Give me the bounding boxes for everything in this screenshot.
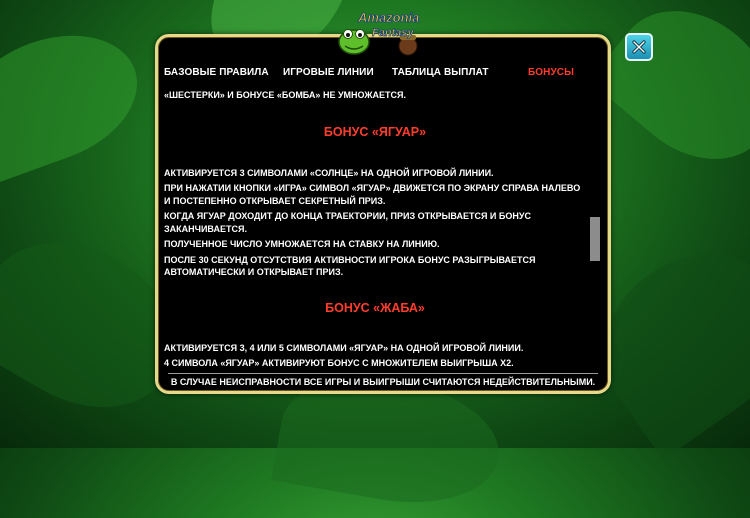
frog-logo-icon [336,6,422,58]
tab-paylines[interactable]: ИГРОВЫЕ ЛИНИИ [283,67,374,78]
jaguar-rule-5: ПОСЛЕ 30 СЕКУНД ОТСУТСТВИЯ АКТИВНОСТИ ИГРОКА БОНУС РАЗЫГРЫВАЕТСЯ АВТОМАТИЧЕСКИ И ОТКРЫВАЕТ ПРИЗ. [164,254,536,277]
intro-line: «ШЕСТЕРКИ» И БОНУСЕ «БОМБА» НЕ УМНОЖАЕТСЯ. [164,90,407,100]
toad-rule-2: 4 СИМВОЛА «ЯГУАР» АКТИВИРУЮТ БОНУС С МНОЖИТЕЛЕМ ВЫИГРЫША X2. [164,358,514,368]
close-icon [631,39,647,55]
tab-bonuses[interactable]: БОНУСЫ [528,67,575,78]
jaguar-rule-4: ПОЛУЧЕННОЕ ЧИСЛО УМНОЖАЕТСЯ НА СТАВКУ НА ЛИНИЮ. [164,239,440,249]
jaguar-rule-3: КОГДА ЯГУАР ДОХОДИТ ДО КОНЦА ТРАЕКТОРИИ, ПРИЗ ОТКРЫВАЕТСЯ И БОНУС ЗАКАНЧИВАЕТСЯ. [164,211,531,234]
tab-basic-rules[interactable]: БАЗОВЫЕ ПРАВИЛА [164,67,269,78]
logo-line-2: Fantasy [372,27,414,39]
toad-bonus-title: БОНУС «ЖАБА» [325,300,425,315]
scrollbar-thumb[interactable] [590,217,600,261]
jaguar-rule-1: АКТИВИРУЕТСЯ 3 СИМВОЛАМИ «СОЛНЦЕ» НА ОДНОЙ ИГРОВОЙ ЛИНИИ. [164,167,494,178]
jaguar-rule-2: ПРИ НАЖАТИИ КНОПКИ «ИГРА» СИМВОЛ «ЯГУАР» ДВИЖЕТСЯ ПО ЭКРАНУ СПРАВА НАЛЕВО И ПОСТЕПЕННО ОТКРЫВАЕТ СЕКРЕТНЫЙ ПРИЗ. [164,183,581,206]
disclaimer-text: В СЛУЧАЕ НЕИСПРАВНОСТИ ВСЕ ИГРЫ И ВЫИГРЫШИ СЧИТАЮТСЯ НЕДЕЙСТВИТЕЛЬНЫМИ. [170,377,596,387]
game-logo [336,6,422,58]
close-button[interactable] [625,33,653,61]
bonus-rules-content [164,89,586,369]
jaguar-bonus-title: БОНУС «ЯГУАР» [323,124,427,139]
tab-paytable[interactable]: ТАБЛИЦА ВЫПЛАТ [392,67,489,78]
toad-rule-1: АКТИВИРУЕТСЯ 3, 4 ИЛИ 5 СИМВОЛАМИ «ЯГУАР» НА ОДНОЙ ИГРОВОЙ ЛИНИИ. [164,342,524,353]
rules-panel [155,34,611,394]
logo-line-1: Amazonia [358,10,420,25]
tab-bar [158,67,608,83]
scrollbar-track[interactable] [590,77,600,357]
footer-divider [168,373,598,374]
